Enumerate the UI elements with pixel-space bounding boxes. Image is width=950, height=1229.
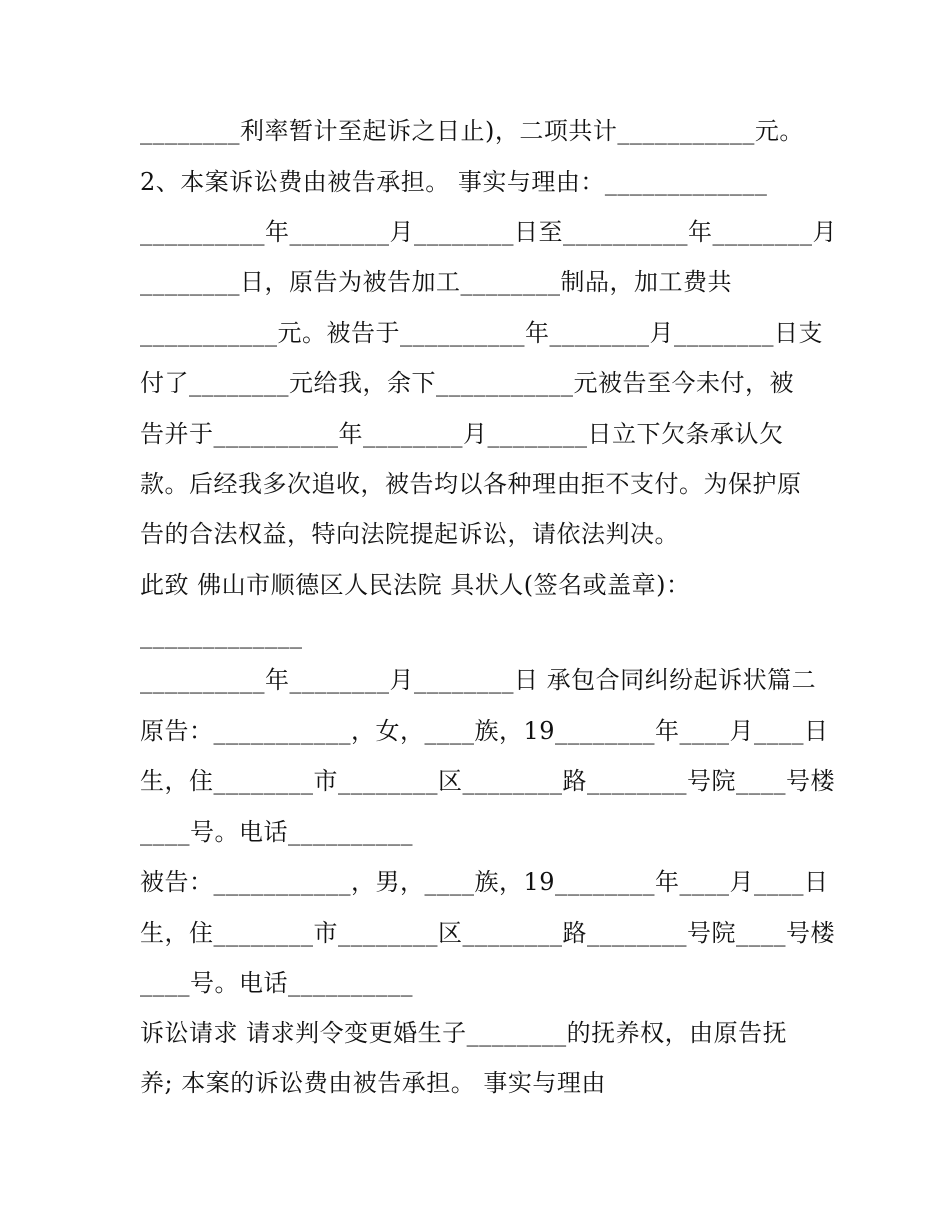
text-line-17: 生，住________市________区________路________号院____号楼 xyxy=(140,919,835,947)
text-line-16: 被告：___________，男，____族，19________年____月____日 xyxy=(140,868,829,896)
text-line-19: 诉讼请求 请求判令变更婚生子________的抚养权，由原告抚 xyxy=(140,1019,788,1047)
text-line-3: __________年________月________日至__________年________月 xyxy=(140,218,837,246)
text-line-12: __________年________月________日 承包合同纠纷起诉状篇二 xyxy=(140,666,817,694)
text-line-13: 原告：___________，女，____族，19________年____月____日 xyxy=(140,717,829,745)
text-line-10: 此致 佛山市顺德区人民法院 具状人(签名或盖章)： xyxy=(140,571,691,599)
text-line-20: 养; 本案的诉讼费由被告承担。 事实与理由 xyxy=(140,1069,606,1097)
text-line-9: 告的合法权益，特向法院提起诉讼，请依法判决。 xyxy=(140,520,679,548)
text-line-2: 2、本案诉讼费由被告承担。 事实与理由：_____________ xyxy=(140,168,768,196)
text-line-18: ____号。电话__________ xyxy=(140,969,413,997)
text-line-8: 款。后经我多次追收，被告均以各种理由拒不支付。为保护原 xyxy=(140,470,802,498)
text-line-6: 付了________元给我，余下___________元被告至今未付，被 xyxy=(140,369,794,397)
text-line-14: 生，住________市________区________路________号院____号楼 xyxy=(140,767,835,795)
text-line-15: ____号。电话__________ xyxy=(140,818,413,846)
text-line-1: ________利率暂计至起诉之日止)，二项共计___________元。 xyxy=(140,117,804,145)
text-line-4: ________日，原告为被告加工________制品，加工费共 xyxy=(140,268,732,296)
text-line-7: 告并于__________年________月________日立下欠条承认欠 xyxy=(140,420,784,448)
text-line-11: _____________ xyxy=(140,621,303,649)
text-line-5: ___________元。被告于__________年________月________日支 xyxy=(140,319,823,347)
